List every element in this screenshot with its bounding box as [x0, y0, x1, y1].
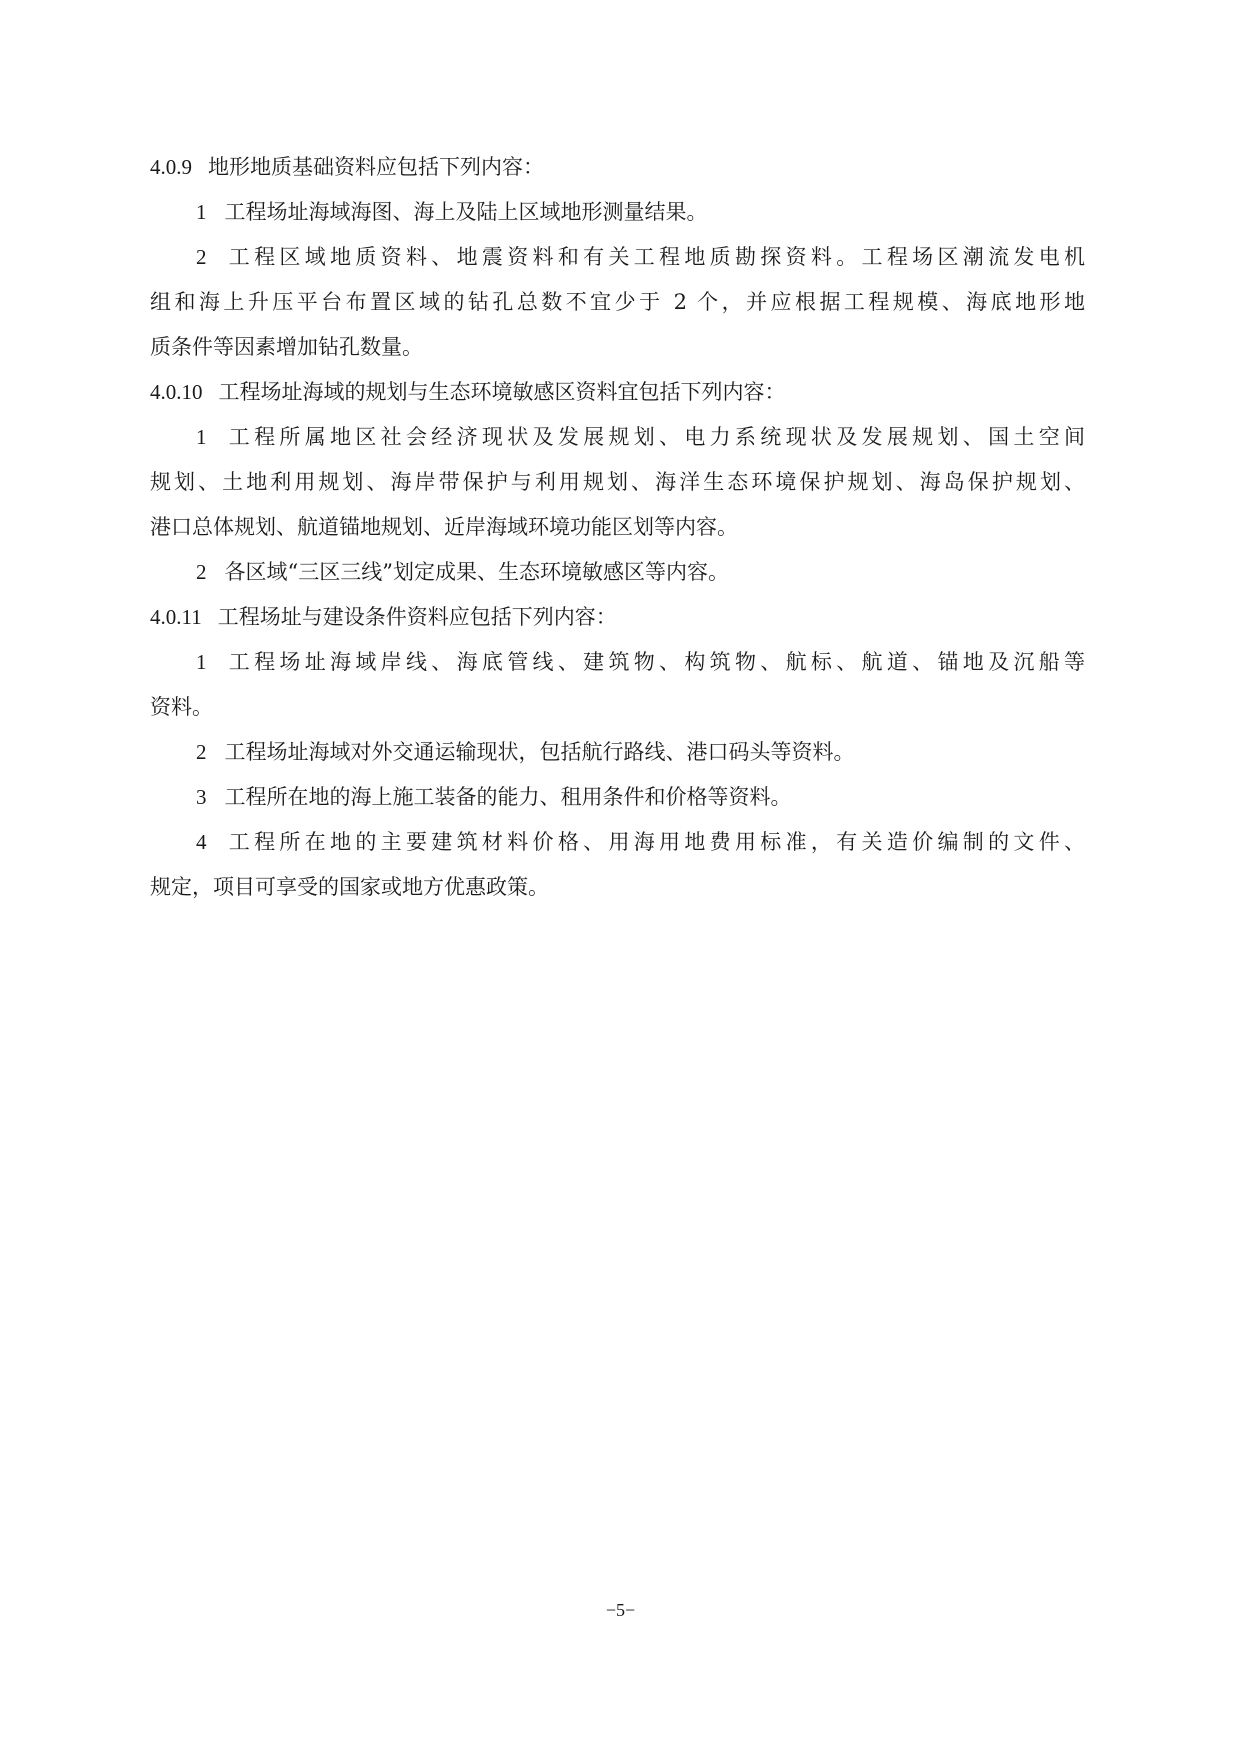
clause-heading [150, 595, 1085, 640]
item-text: 工程所在地的海上施工装备的能力、租用条件和价格等资料。 [224, 785, 792, 809]
item-text-continuation: 港口总体规划、航道锚地规划、近岸海域环境功能区划等内容。 [150, 515, 738, 539]
clause-title: 工程场址海域的规划与生态环境敏感区资料宜包括下列内容： [218, 380, 786, 404]
list-item [150, 730, 1085, 775]
item-text-continuation: 规划、土地利用规划、海岸带保护与利用规划、海洋生态环境保护规划、海岛保护规划、 [150, 470, 1085, 494]
item-text: 工程场址海域岸线、海底管线、建筑物、构筑物、航标、航道、锚地及沉船等 [224, 650, 1085, 674]
item-text: 工程区域地质资料、地震资料和有关工程地质勘探资料。工程场区潮流发电机 [224, 245, 1085, 269]
item-number: 4 [196, 830, 207, 854]
item-number: 1 [196, 650, 207, 674]
list-item [150, 640, 1085, 685]
list-item [150, 190, 1085, 235]
item-text: 工程场址海域海图、海上及陆上区域地形测量结果。 [224, 200, 708, 224]
item-number: 1 [196, 425, 207, 449]
item-text-continuation: 质条件等因素增加钻孔数量。 [150, 335, 423, 359]
list-item [150, 235, 1085, 280]
list-item [150, 820, 1085, 865]
list-item [150, 775, 1085, 820]
clause-title: 工程场址与建设条件资料应包括下列内容： [217, 605, 617, 629]
item-text-continuation: 资料。 [150, 695, 213, 719]
clause-title: 地形地质基础资料应包括下列内容： [208, 155, 544, 179]
clause-heading [150, 145, 1085, 190]
list-item [150, 550, 1085, 595]
item-text-continuation: 组和海上升压平台布置区域的钻孔总数不宜少于 2 个，并应根据工程规模、海底地形地 [150, 290, 1085, 314]
item-text: 工程所在地的主要建筑材料价格、用海用地费用标准，有关造价编制的文件、 [224, 830, 1085, 854]
item-number: 2 [196, 245, 207, 269]
item-text: 工程场址海域对外交通运输现状，包括航行路线、港口码头等资料。 [224, 740, 855, 764]
item-text: 各区域“三区三线”划定成果、生态环境敏感区等内容。 [224, 560, 729, 584]
item-text-continuation: 规定，项目可享受的国家或地方优惠政策。 [150, 875, 549, 899]
clause-number: 4.0.10 [150, 380, 203, 404]
item-number: 3 [196, 785, 207, 809]
item-number: 1 [196, 200, 207, 224]
list-item [150, 415, 1085, 460]
page-number: −5− [605, 1600, 636, 1620]
clause-number: 4.0.9 [150, 155, 192, 179]
item-number: 2 [196, 560, 207, 584]
clause-heading [150, 370, 1085, 415]
document-body [150, 145, 1085, 910]
item-number: 2 [196, 740, 207, 764]
clause-number: 4.0.11 [150, 605, 202, 629]
item-text: 工程所属地区社会经济现状及发展规划、电力系统现状及发展规划、国土空间 [224, 425, 1085, 449]
